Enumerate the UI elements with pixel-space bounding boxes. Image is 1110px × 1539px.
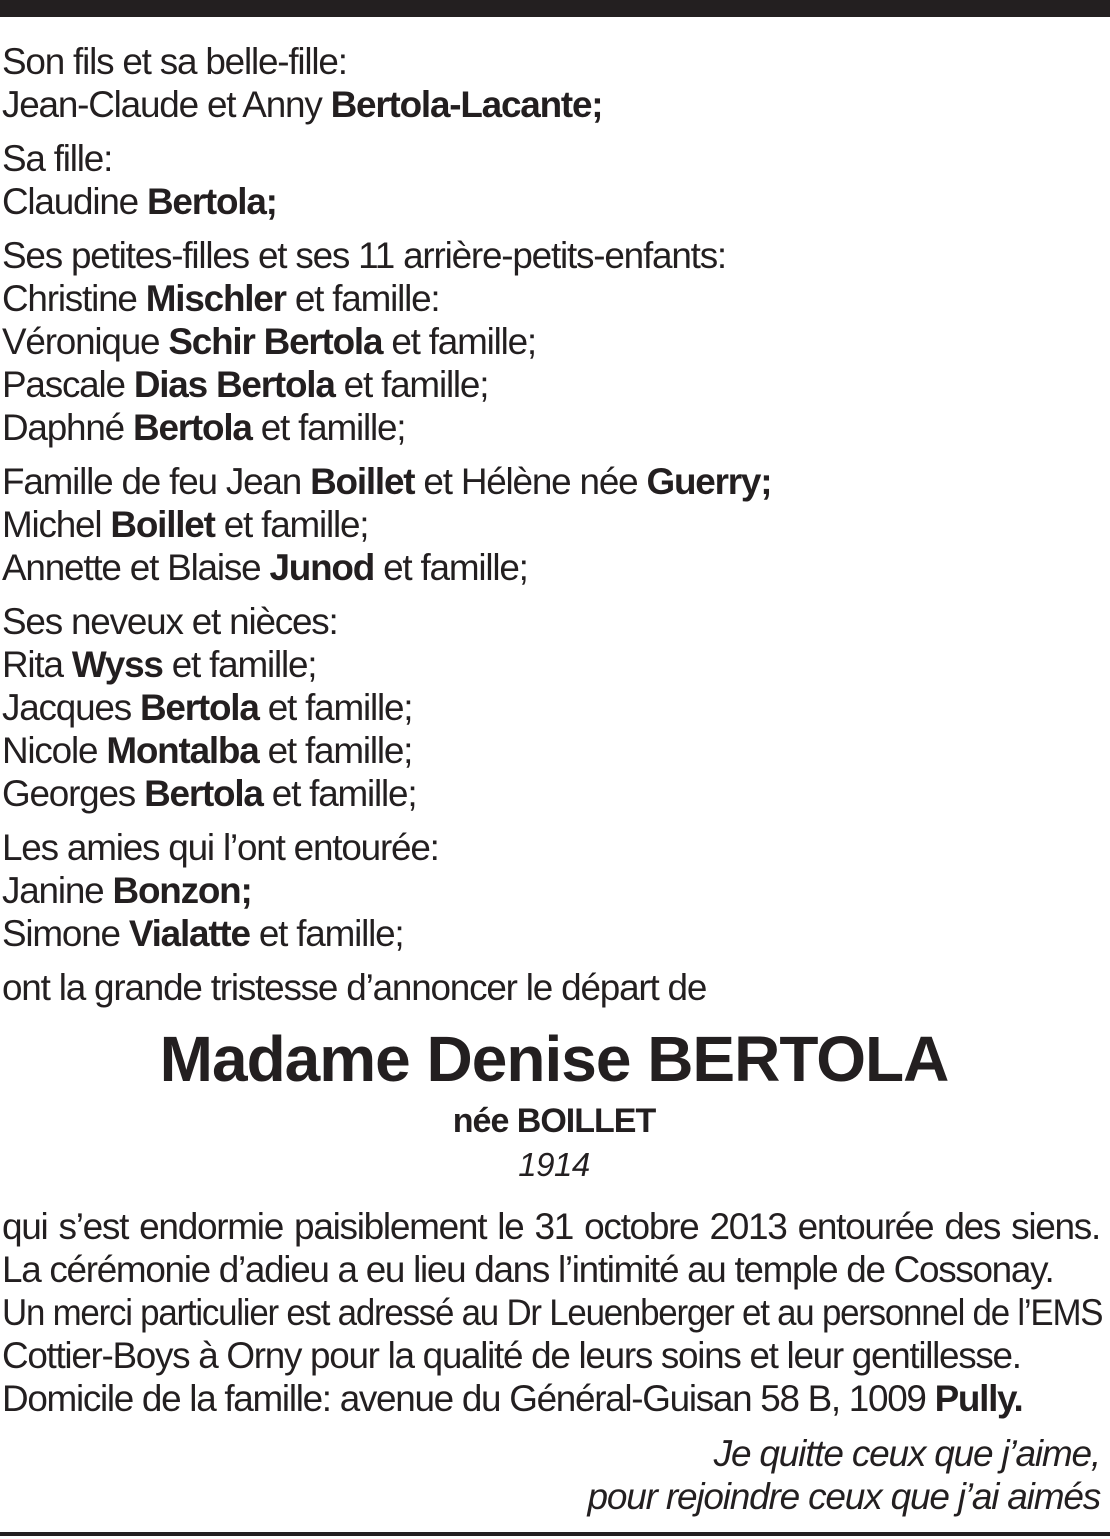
birth-year: 1914 <box>518 1146 590 1183</box>
deceased-block <box>2 1019 1106 1187</box>
text-run: Georges <box>2 773 145 814</box>
family-line <box>2 686 1102 729</box>
surname: Boillet <box>110 504 215 545</box>
text-run: Véronique <box>2 321 169 362</box>
text-run: Annette et Blaise <box>2 547 270 588</box>
text-run: Pascale <box>2 364 134 405</box>
bottom-rule <box>0 1532 1110 1536</box>
text-run: Daphné <box>2 407 134 448</box>
surname: Schir Bertola <box>168 321 383 362</box>
text-run: Sa fille: <box>2 138 113 179</box>
closing-line <box>2 1291 1103 1334</box>
family-line <box>2 83 1102 126</box>
family-group <box>2 460 1106 589</box>
surname: Montalba <box>106 730 259 771</box>
epitaph-quote <box>2 1432 1106 1518</box>
family-line <box>2 363 1102 406</box>
family-group <box>2 234 1106 449</box>
announcement-intro: ont la grande tristesse d’annoncer le départ de <box>2 967 707 1008</box>
text-run: Son fils et sa belle-fille: <box>2 41 347 82</box>
closing-line <box>2 1377 1102 1420</box>
quote-line: pour rejoindre ceux que j’ai aimés <box>587 1476 1100 1517</box>
surname: Wyss <box>71 644 163 685</box>
surname: Bertola-Lacante; <box>330 84 603 125</box>
text-run: et famille; <box>382 321 536 362</box>
text-run: Les amies qui l’ont entourée: <box>2 827 439 868</box>
family-line <box>2 826 1102 869</box>
family-group <box>2 137 1106 223</box>
family-line <box>2 729 1102 772</box>
closing-line <box>2 1334 1102 1377</box>
family-line <box>2 320 1102 363</box>
text-run: Janine <box>2 870 113 911</box>
surname: Bertola; <box>147 181 277 222</box>
surname: Bonzon; <box>112 870 252 911</box>
text-run: et famille; <box>214 504 369 545</box>
text-run: et famille; <box>374 547 528 588</box>
surname: Bertola <box>133 407 252 448</box>
closing-line <box>2 1248 1102 1291</box>
text-run: qui s’est endormie paisiblement le 31 octobre 2013 entourée des siens. <box>2 1206 1100 1247</box>
text-run: Domicile de la famille: avenue du Général-Guisan 58 B, 1009 <box>2 1378 935 1419</box>
family-line <box>2 772 1102 815</box>
family-group <box>2 600 1106 815</box>
family-line <box>2 137 1102 180</box>
family-group <box>2 826 1106 955</box>
text-run: Jacques <box>2 687 141 728</box>
family-line <box>2 277 1102 320</box>
family-line <box>2 406 1102 449</box>
quote-line: Je quitte ceux que j’aime, <box>713 1433 1100 1474</box>
family-line <box>2 643 1102 686</box>
text-run: et famille; <box>334 364 489 405</box>
text-run: Christine <box>2 278 146 319</box>
text-run: Rita <box>2 644 72 685</box>
text-run: et famille; <box>258 687 413 728</box>
text-run: Cottier-Boys à Orny pour la qualité de leurs soins et leur gentillesse. <box>2 1335 1021 1376</box>
text-run: Michel <box>2 504 111 545</box>
text-run: et famille; <box>258 730 413 771</box>
text-run: Simone <box>2 913 129 954</box>
family-line <box>2 460 1102 503</box>
family-line <box>2 869 1102 912</box>
deceased-name: Madame Denise BERTOLA <box>159 1023 949 1095</box>
surname: Junod <box>269 547 375 588</box>
surname: Guerry; <box>646 461 772 502</box>
family-line <box>2 600 1102 643</box>
surname: Mischler <box>145 278 286 319</box>
obituary-notice <box>2 40 1106 1518</box>
text-run: Famille de feu Jean <box>2 461 311 502</box>
family-line <box>2 40 1102 83</box>
family-line <box>2 912 1102 955</box>
maiden-name: née BOILLET <box>452 1102 656 1140</box>
closing-line <box>2 1205 1100 1248</box>
text-run: Claudine <box>2 181 148 222</box>
family-line <box>2 503 1102 546</box>
text-run: Nicole <box>2 730 107 771</box>
surname: Bertola <box>144 773 263 814</box>
text-run: Ses petites-filles et ses 11 arrière-petits-enfants: <box>2 235 726 276</box>
surname: Bertola <box>140 687 259 728</box>
text-run: et Hélène née <box>414 461 647 502</box>
text-run: et famille; <box>262 773 417 814</box>
surname: Dias Bertola <box>133 364 335 405</box>
surname: Vialatte <box>128 913 250 954</box>
family-group <box>2 40 1106 126</box>
text-run: et famille: <box>285 278 440 319</box>
family-line <box>2 234 1102 277</box>
surname: Pully. <box>934 1378 1023 1419</box>
text-run: et famille; <box>162 644 317 685</box>
text-run: La cérémonie d’adieu a eu lieu dans l’intimité au temple de Cossonay. <box>2 1249 1054 1290</box>
text-run: et famille; <box>249 913 404 954</box>
top-rule <box>0 0 1110 17</box>
family-line <box>2 546 1102 589</box>
closing-text <box>2 1205 1106 1420</box>
text-run: Ses neveux et nièces: <box>2 601 338 642</box>
text-run: Un merci particulier est adressé au Dr Leuenberger et au personnel de l’EMS <box>2 1292 1103 1333</box>
text-run: et famille; <box>251 407 406 448</box>
family-line <box>2 180 1102 223</box>
surname: Boillet <box>310 461 415 502</box>
family-list <box>2 40 1106 955</box>
text-run: Jean-Claude et Anny <box>2 84 331 125</box>
